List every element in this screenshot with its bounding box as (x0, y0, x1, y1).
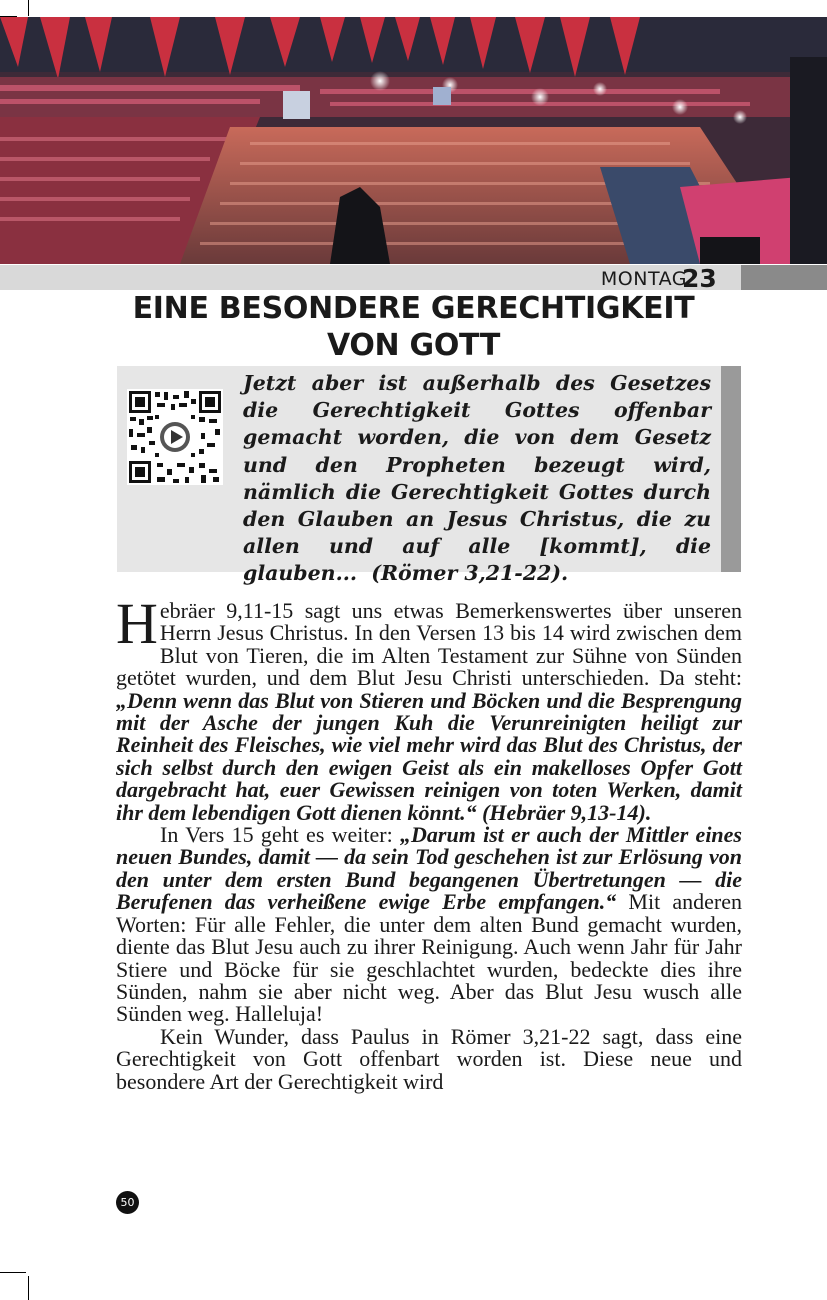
title-line-1: EINE BESONDERE GERECHTIGKEIT (132, 291, 695, 326)
title-line-2: VON GOTT (326, 328, 501, 363)
paragraph-2-text: In Vers 15 geht es weiter: (160, 822, 401, 848)
verse-text: Jetzt aber ist außerhalb des Gesetzes die Gerechtigkeit Gottes offenbar gemacht worden, die von dem Gesetz und den Propheten bezeugt wird, nämlich die Gerechtigkeit Gottes durch den Glauben an Jesus Christus, die zu allen und auf alle [kommt], die glauben... (243, 371, 711, 586)
paragraph-1 (116, 591, 742, 825)
day-number: 23 (682, 264, 717, 293)
crop-mark-top-left (28, 0, 29, 16)
hero-photo-arena (0, 17, 827, 264)
scripture-verse (243, 370, 711, 588)
qr-code-video-icon[interactable] (127, 389, 223, 485)
drop-cap: H (116, 591, 158, 656)
paragraph-3: Kein Wunder, dass Paulus in Römer 3,21-22 sagt, dass eine Gerechtigkeit von Gott offenbart worden ist. Diese neue und besondere Art der Gerechtigkeit wird (116, 1023, 742, 1094)
scripture-box (117, 366, 741, 586)
day-name: MONTAG (600, 268, 687, 290)
paragraph-1-quote: „Denn wenn das Blut von Stieren und Böcken und die Besprengung mit der Asche der jungen Kuh die Verunreinigten heiligt zur Reinheit des Fleisches, wie viel mehr wird das Blut des Christus, der sich selbst durch den ewigen Geist als ein makelloses Opfer Gott dargebracht hat, euer Gewissen reinigen von toten Werken, damit ihr dem lebendigen Gott dienen könnt.“ (Hebräer 9,13-14). (116, 687, 742, 825)
crop-mark-bottom-left-h (0, 1272, 26, 1273)
date-band-accent (741, 265, 827, 290)
paragraph-2-quote: „Darum ist er auch der Mittler eines neuen Bundes, damit — da sein Tod geschehen ist zur Erlösung von den unter dem ersten Bund begangenen Übertretungen — die Berufenen das verheißene ewige Erbe empfangen.“ (116, 822, 742, 915)
verse-reference: (Römer 3,21-22). (371, 561, 569, 586)
date-header-band (0, 264, 827, 293)
paragraph-1-text: ebräer 9,11-15 sagt uns etwas Bemerkenswertes über unseren Herrn Jesus Christus. In den Versen 13 bis 14 wird zwischen dem Blut von Tieren, die im Alten Testament zur Sühne von Sünden getötet wurden, und dem Blut Jesu Christi unterschieden. Da steht: (116, 598, 742, 691)
paragraph-2 (116, 824, 742, 1026)
devotional-body (116, 591, 742, 1094)
page-number: 50 (116, 1191, 139, 1214)
paragraph-2-rest: Mit anderen Worten: Für alle Fehler, die unter dem alten Bund gemacht wurden, diente das Blut Jesu auch zu ihrer Reinigung. Auch wenn Jahr für Jahr Stiere und Böcke für sie geschlachtet wurden, bedeckte dies ihre Sünden, nahm sie aber nicht weg. Aber das Blut Jesu wusch alle Sünden weg. Halleluja! (116, 889, 742, 1027)
crop-mark-bottom-left (28, 1276, 29, 1300)
scripture-box-edge (721, 366, 741, 572)
page-title (100, 290, 727, 364)
